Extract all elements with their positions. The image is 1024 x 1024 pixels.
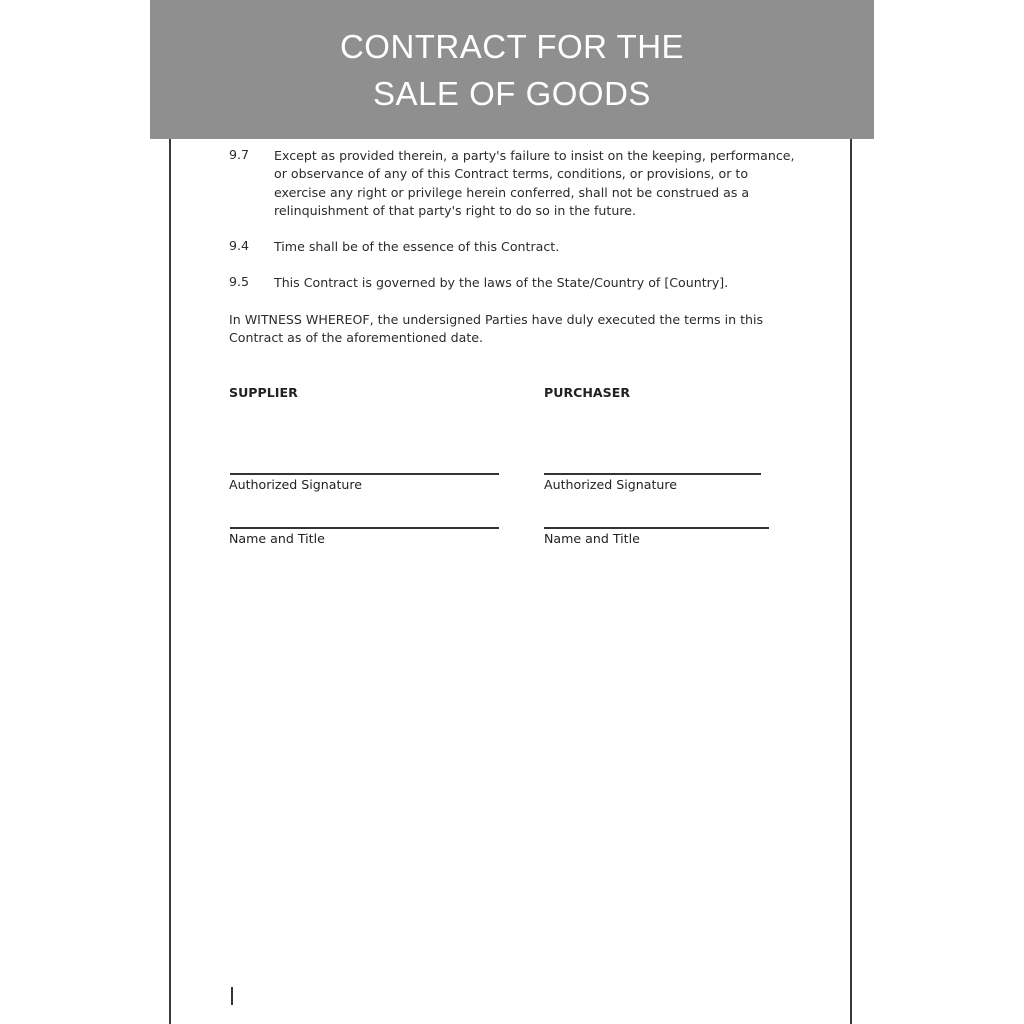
signature-line-supplier[interactable] — [230, 473, 499, 475]
authorized-signature-caption-supplier: Authorized Signature — [229, 477, 363, 492]
authorized-signature-caption-purchaser: Authorized Signature — [544, 477, 678, 492]
name-title-line-supplier[interactable] — [230, 527, 499, 529]
name-title-line-purchaser[interactable] — [544, 527, 769, 529]
clause-number: 9.7 — [229, 147, 250, 162]
name-title-caption-supplier: Name and Title — [229, 531, 325, 546]
clause-text: Except as provided therein, a party's failure to insist on the keeping, performance, or observance of any of this Contract terms, conditions, or provisions, or to exercise any right or privilege herein conferred, shall not be construed as a relinquishment of that party's right to do so in the future. — [274, 148, 795, 218]
clause-number: 9.4 — [229, 238, 250, 253]
name-title-caption-purchaser: Name and Title — [544, 531, 640, 546]
text-cursor — [231, 987, 233, 1005]
clause-number: 9.5 — [229, 274, 250, 289]
clause-text: Time shall be of the essence of this Contract. — [274, 239, 560, 254]
page-border-left — [169, 139, 171, 1024]
signature-line-purchaser[interactable] — [544, 473, 761, 475]
banner-title-line-1: CONTRACT FOR THE — [339, 27, 685, 65]
banner-title-line-2: SALE OF GOODS — [373, 74, 651, 112]
witness-statement: In WITNESS WHEREOF, the undersigned Parties have duly executed the terms in this Contract as of the aforementioned date. — [229, 312, 764, 346]
page-border-right — [850, 139, 852, 1024]
clause-text: This Contract is governed by the laws of the State/Country of [Country]. — [274, 275, 729, 290]
party-label-supplier: SUPPLIER — [229, 385, 298, 400]
party-label-purchaser: PURCHASER — [544, 385, 631, 400]
title-banner — [150, 0, 874, 139]
